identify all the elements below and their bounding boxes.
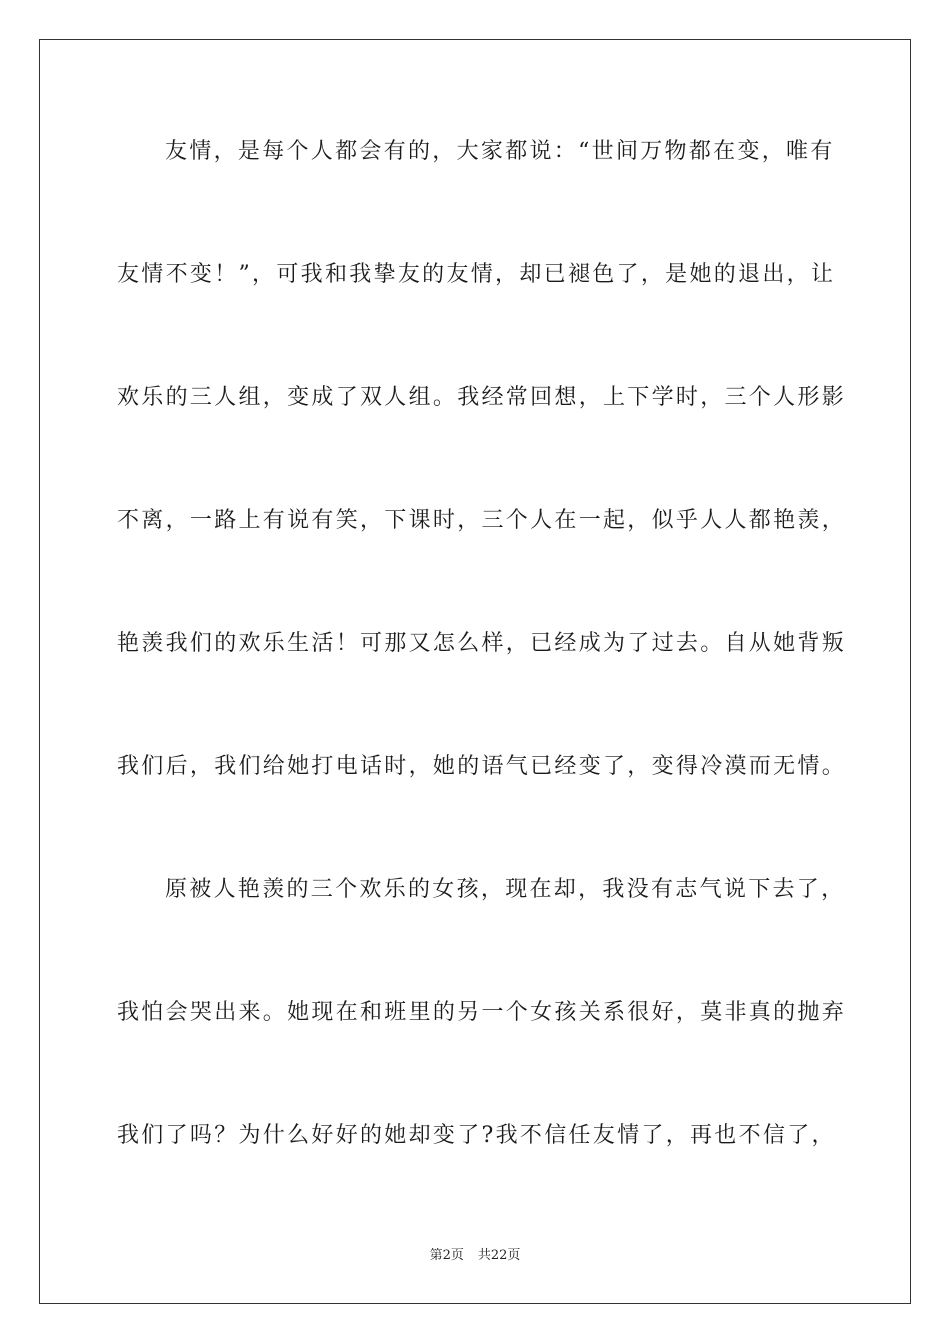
paragraph-1-line-5: 艳羡我们的欢乐生活！可那又怎么样，已经成为了过去。自从她背叛 bbox=[117, 631, 847, 656]
page-number: 第2页 bbox=[429, 1248, 464, 1263]
total-pages: 共22页 bbox=[477, 1248, 521, 1263]
paragraph-2-line-3: 我们了吗？为什么好好的她却变了?我不信任友情了，再也不信了， bbox=[117, 1123, 836, 1148]
page-border bbox=[39, 39, 911, 1304]
paragraph-2-line-2: 我怕会哭出来。她现在和班里的另一个女孩关系很好，莫非真的抛弃 bbox=[117, 1000, 847, 1025]
paragraph-1-line-1: 友情，是每个人都会有的，大家都说：“世间万物都在变，唯有 bbox=[165, 139, 835, 164]
paragraph-2-line-1: 原被人艳羡的三个欢乐的女孩，现在却，我没有志气说下去了， bbox=[165, 877, 846, 902]
paragraph-1-line-6: 我们后，我们给她打电话时，她的语气已经变了，变得冷漠而无情。 bbox=[117, 754, 847, 779]
page-footer bbox=[0, 1247, 950, 1265]
paragraph-1-line-3: 欢乐的三人组，变成了双人组。我经常回想，上下学时，三个人形影 bbox=[117, 385, 847, 410]
paragraph-1-line-4: 不离，一路上有说有笑，下课时，三个人在一起，似乎人人都艳羡， bbox=[117, 508, 847, 533]
paragraph-1-line-2: 友情不变！”，可我和我挚友的友情，却已褪色了，是她的退出，让 bbox=[117, 262, 836, 287]
